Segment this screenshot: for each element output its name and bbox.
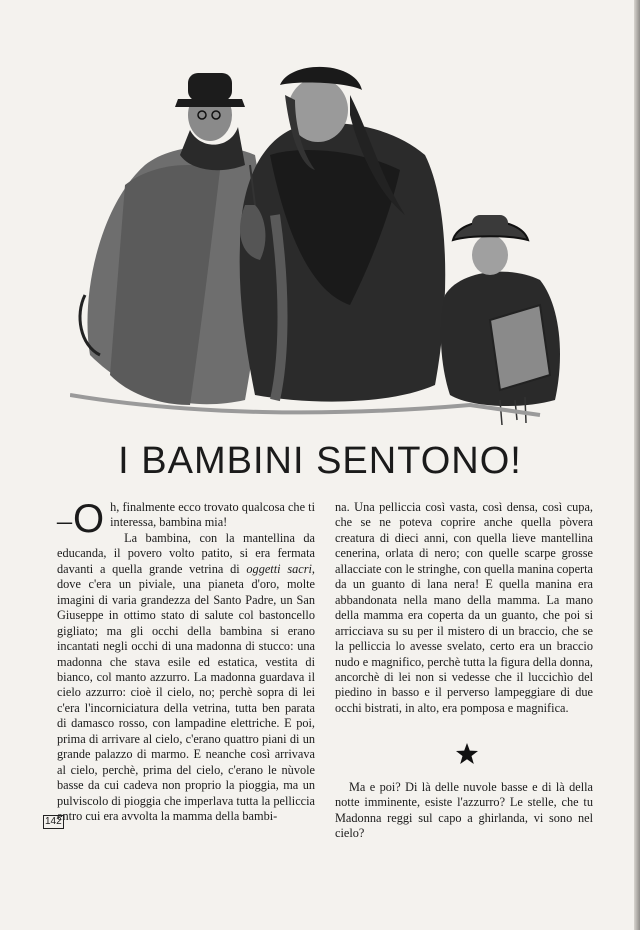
woman-figure [240,67,446,402]
opening-dash: – [57,504,72,537]
closing-paragraph: Ma e poi? Di là delle nuvole basse e di là della notte imminente, esiste l'azzurro? Le stelle, che tu Madonna reggi sul capo a ghirlanda, vi sono nel cielo? [335,780,593,841]
right-body-paragraph: na. Una pelliccia così vasta, così densa, così cupa, che se ne poteva coprire anche quella pòvera creatura di dieci anni, con quella lieve mantellina cenerina, orlata di nero; con quelle scarpe grosse allacciate con le stringhe, con quella manina coperta da un guanto di lana nera! E quella manina era abbandonata nella mano della mamma. La mano della mamma era coperta da un guanto, che poi si arricciava su su per il mistero di un braccio, che se la pelliccia lo avesse svelato, certo era un braccio nudo e magnifico, perchè tutta la figura della donna, ancorchè di lei non si vedesse che il luccichìo del piedino in basso e il perverso lampeggiare di due occhi bistrati, in alto, era pomposa e magnifica. [335,500,593,715]
left-body-start: La bambina, con la mantellina da educanda, il povero volto patito, si era fermata davanti a quella grande vetrina di [57,530,315,576]
star-icon [455,742,479,766]
right-column [335,500,593,716]
left-column [57,497,315,825]
illustration-figures [70,55,590,425]
drop-cap: O [73,497,105,541]
opening-text: h, finalmente ecco trovato qualcosa che ti interessa, bambina mia! [110,500,315,530]
left-body-paragraph [57,531,315,825]
article-title: I BAMBINI SENTONO! [118,440,522,482]
opening-paragraph [57,497,315,541]
man-figure [80,73,262,405]
child-figure [441,215,560,425]
page-number: 142 [45,816,62,827]
closing-column [335,780,593,842]
left-body-end: , dove c'era un piviale, una pianeta d'oro, molte imagini di varia grandezza del Santo Padre, un San Giuseppe in ottimo stato di salute col bastoncello gigliato; ma gli occhi della bambina si erano incantati negli occhi di una madonna di stucco: una madonna che stava esile ed estatica, vestita di bianco, col manto azzurro. La madonna guardava il cielo azzurro: cioè il cielo, no; perchè sopra di lei c'era l'incorniciatura della vetrina, tutta ben parata di damasco rosso, con lampadine elettriche. E poi, prima di arrivare al cielo, c'erano quattro piani di un grande palazzo di marmo. E neanche così arrivava al cielo, perchè, prima del cielo, c'erano le nùvole basse da cui cadeva non proprio la pioggia, ma un pulviscolo di pioggia che imperlava tutta la pelliccia entro cui era avvolta la mamma della bambi- [57,561,315,824]
left-body-italic: oggetti sacri [246,561,312,576]
